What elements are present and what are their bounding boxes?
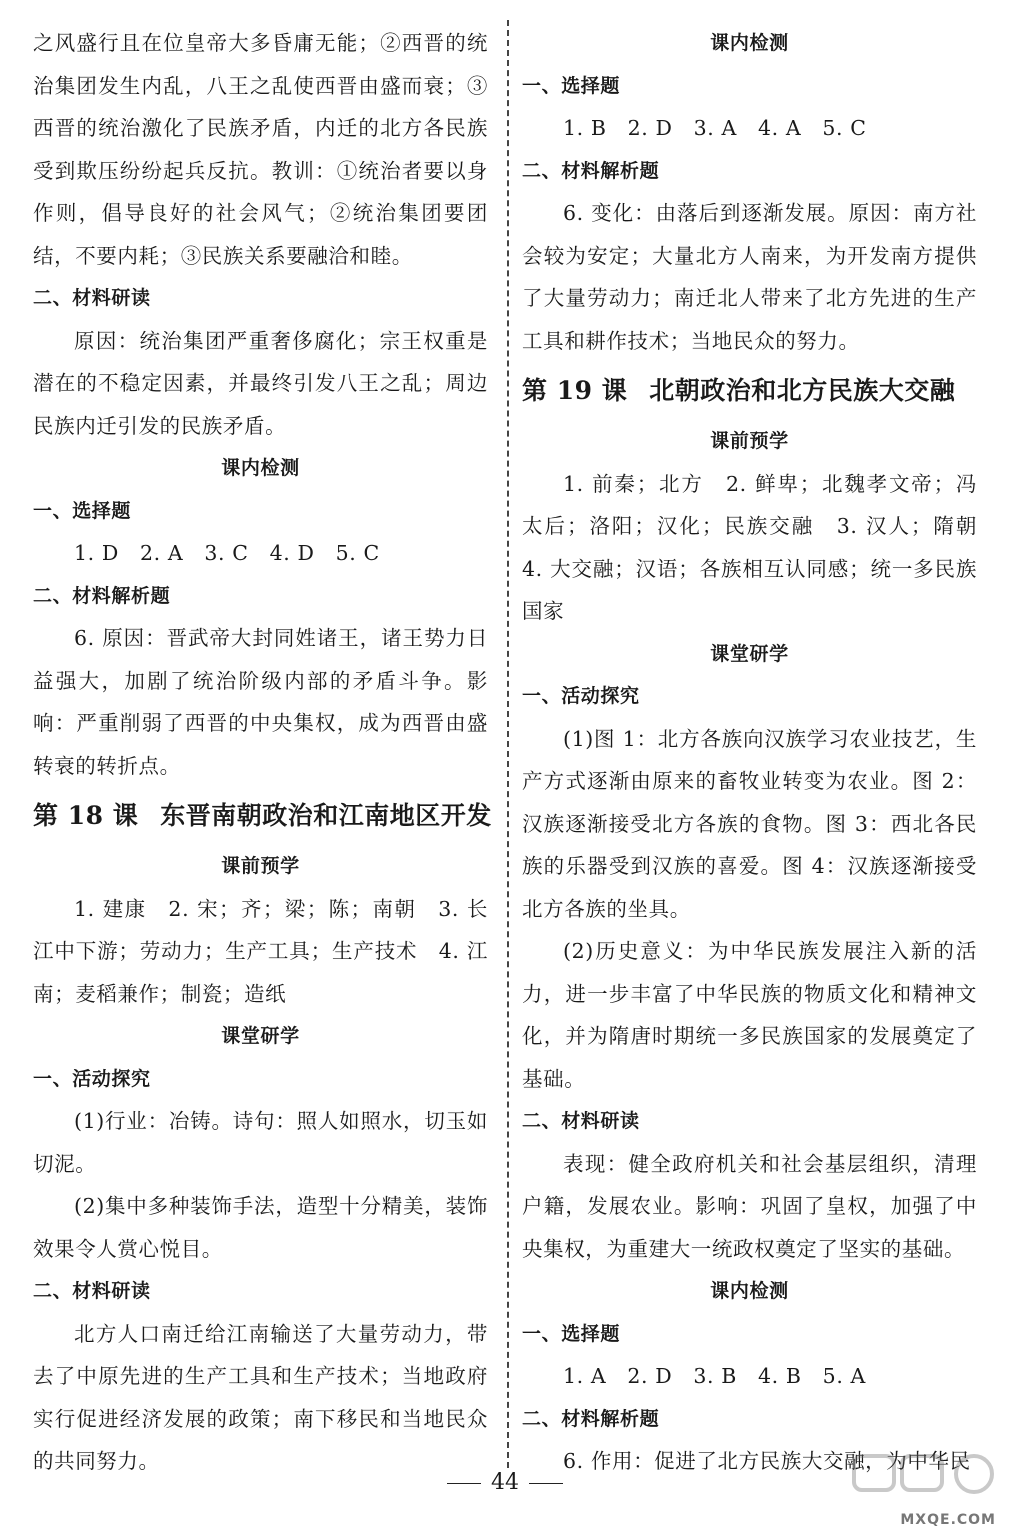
lesson-number: 第 19 课 [522, 376, 628, 405]
watermark-text: MXQE.COM [900, 1512, 996, 1528]
paragraph-material-analysis-2: 6. 作用：促进了北方民族大交融，为中华民 [563, 1449, 971, 1473]
choice-answers: 1. D 2. A 3. C 4. D 5. C [74, 541, 380, 565]
footer-dash-left [447, 1483, 481, 1484]
section-heading-material-analysis-2: 二、材料解析题 [522, 1407, 660, 1430]
section-heading-material-reading: 二、材料研读 [522, 1110, 640, 1132]
paragraph-material-analysis: 6. 变化：由落后到逐渐发展。原因：南方社会较为安定；大量北方人南来，为开发南方提供了大量劳动力；南迁北人带来了北方先进的生产工具和耕作技术；当地民众的努力。 [522, 201, 977, 353]
choice-answers: 1. B 2. D 3. A 4. A 5. C [563, 116, 867, 140]
page-number: 44 [491, 1470, 519, 1495]
section-heading-choice: 一、选择题 [33, 499, 132, 522]
subheading-classroom-study: 课堂研学 [221, 1025, 300, 1047]
section-heading-material-analysis: 二、材料解析题 [33, 584, 171, 607]
lesson-number: 第 18 课 [33, 801, 139, 830]
left-column [33, 22, 492, 1483]
subheading-in-class-test-2: 课内检测 [710, 1280, 789, 1302]
lesson-19-title [522, 366, 977, 416]
subheading-preview: 课前预学 [710, 430, 789, 452]
preview-answers: 1. 建康 2. 宋；齐；梁；陈；南朝 3. 长江中下游；劳动力；生产工具；生产技术 4. 江南；麦稻兼作；制瓷；造纸 [33, 896, 488, 1006]
paragraph-material-reading: 表现：健全政府机关和社会基层组织，清理户籍，发展农业。影响：巩固了皇权，加强了中央集权，为重建大一统政权奠定了坚实的基础。 [522, 1151, 977, 1261]
section-heading-activity: 一、活动探究 [33, 1067, 151, 1090]
subheading-preview: 课前预学 [221, 855, 300, 877]
column-divider [507, 20, 509, 1468]
paragraph-lesson17-analysis: 之风盛行且在位皇帝大多昏庸无能；②西晋的统治集团发生内乱，八王之乱使西晋由盛而衰；③西晋的统治激化了民族矛盾，内迁的北方各民族受到欺压纷纷起兵反抗。教训：①统治者要以身作则，倡导良好的社会风气；②统治集团要团结，不要内耗；③民族关系要融洽和睦。 [33, 31, 488, 268]
paragraph-material-reading: 原因：统治集团严重奢侈腐化；宗王权重是潜在的不稳定因素，并最终引发八王之乱；周边民族内迁引发的民族矛盾。 [33, 328, 488, 438]
section-heading-activity: 一、活动探究 [522, 685, 640, 707]
subheading-in-class-test: 课内检测 [221, 457, 300, 479]
choice-answers-2: 1. A 2. D 3. B 4. B 5. A [563, 1364, 866, 1388]
subheading-classroom-study: 课堂研学 [710, 642, 789, 665]
right-column [522, 22, 999, 1483]
section-heading-material-reading-2: 二、材料研读 [33, 1280, 151, 1302]
subheading-in-class-test: 课内检测 [710, 32, 789, 54]
section-heading-choice: 一、选择题 [522, 74, 621, 97]
section-heading-material-reading: 二、材料研读 [33, 287, 151, 309]
lesson-name: 北朝政治和北方民族大交融 [649, 376, 956, 405]
activity-answer-1: (1)行业：冶铸。诗句：照人如照水，切玉如切泥。 [33, 1109, 488, 1176]
lesson-name: 东晋南朝政治和江南地区开发 [160, 801, 492, 830]
lesson-18-title [33, 791, 492, 841]
activity-answer-2: (2)集中多种装饰手法，造型十分精美，装饰效果令人赏心悦目。 [33, 1194, 488, 1261]
preview-answers: 1. 前秦；北方 2. 鲜卑；北魏孝文帝；冯太后；洛阳；汉化；民族交融 3. 汉人；隋朝 4. 大交融；汉语；各族相互认同感；统一多民族国家 [522, 471, 999, 623]
activity-answer-2: (2)历史意义：为中华民族发展注入新的活力，进一步丰富了中华民族的物质文化和精神文化，并为隋唐时期统一多民族国家的发展奠定了基础。 [522, 939, 977, 1091]
section-heading-choice-2: 一、选择题 [522, 1322, 621, 1345]
paragraph-material-analysis: 6. 原因：晋武帝大封同姓诸王，诸王势力日益强大，加剧了统治阶级内部的矛盾斗争。影响：严重削弱了西晋的中央集权，成为西晋由盛转衰的转折点。 [33, 626, 488, 778]
section-heading-material-analysis: 二、材料解析题 [522, 159, 660, 182]
activity-answer-1: (1)图 1：北方各族向汉族学习农业技艺，生产方式逐渐由原来的畜牧业转变为农业。图 2：汉族逐渐接受北方各族的食物。图 3：西北各民族的乐器受到汉族的喜爱。图 4：汉族逐渐接受北方各族的坐具。 [522, 726, 977, 921]
paragraph-material-reading-2: 北方人口南迁给江南输送了大量劳动力，带去了中原先进的生产工具和生产技术；当地政府实行促进经济发展的政策；南下移民和当地民众的共同努力。 [33, 1321, 488, 1473]
footer-dash-right [529, 1483, 563, 1484]
